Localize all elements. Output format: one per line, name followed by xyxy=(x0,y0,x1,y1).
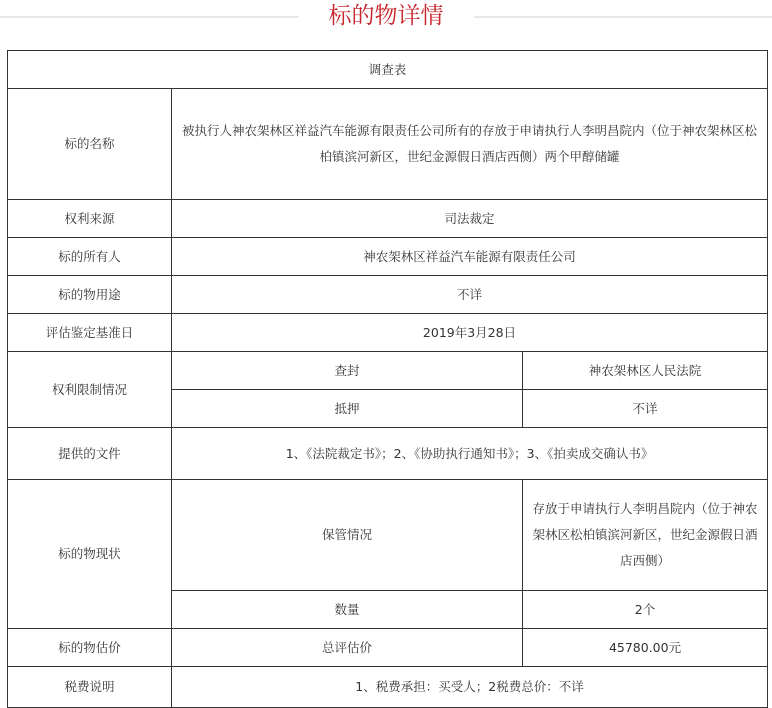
usage-value: 不详 xyxy=(172,276,768,314)
name-label: 标的名称 xyxy=(8,89,172,200)
table-header-row xyxy=(8,51,768,89)
row-source xyxy=(8,200,768,238)
valuation-value: 45780.00元 xyxy=(523,629,768,667)
title-bar xyxy=(0,0,772,34)
row-tax xyxy=(8,667,768,708)
row-restriction-seal xyxy=(8,352,768,390)
restriction-label: 权利限制情况 xyxy=(8,352,172,428)
source-label: 权利来源 xyxy=(8,200,172,238)
base-date-value: 2019年3月28日 xyxy=(172,314,768,352)
row-name xyxy=(8,89,768,200)
source-value: 司法裁定 xyxy=(172,200,768,238)
name-value: 被执行人神农架林区祥益汽车能源有限责任公司所有的存放于申请执行人李明昌院内（位于神农架林区松柏镇滨河新区，世纪金源假日酒店西侧）两个甲醇储罐 xyxy=(172,89,768,200)
owner-label: 标的所有人 xyxy=(8,238,172,276)
status-label: 标的物现状 xyxy=(8,480,172,629)
documents-label: 提供的文件 xyxy=(8,428,172,480)
quantity-value: 2个 xyxy=(523,591,768,629)
row-documents xyxy=(8,428,768,480)
storage-label: 保管情况 xyxy=(172,480,523,591)
tax-value: 1、税费承担：买受人；2税费总价：不详 xyxy=(172,667,768,708)
valuation-label: 标的物估价 xyxy=(8,629,172,667)
row-status-storage xyxy=(8,480,768,591)
row-valuation xyxy=(8,629,768,667)
tax-label: 税费说明 xyxy=(8,667,172,708)
owner-value: 神农架林区祥益汽车能源有限责任公司 xyxy=(172,238,768,276)
usage-label: 标的物用途 xyxy=(8,276,172,314)
row-base-date xyxy=(8,314,768,352)
seal-label: 查封 xyxy=(172,352,523,390)
row-usage xyxy=(8,276,768,314)
valuation-sub-label: 总评估价 xyxy=(172,629,523,667)
base-date-label: 评估鉴定基准日 xyxy=(8,314,172,352)
mortgage-label: 抵押 xyxy=(172,390,523,428)
survey-table xyxy=(7,50,768,708)
page-title-text: 标的物详情 xyxy=(299,0,474,32)
table-header: 调查表 xyxy=(8,51,768,89)
storage-value: 存放于申请执行人李明昌院内（位于神农架林区松柏镇滨河新区，世纪金源假日酒店西侧） xyxy=(523,480,768,591)
row-owner xyxy=(8,238,768,276)
quantity-label: 数量 xyxy=(172,591,523,629)
documents-value: 1、《法院裁定书》；2、《协助执行通知书》；3、《拍卖成交确认书》 xyxy=(172,428,768,480)
seal-value: 神农架林区人民法院 xyxy=(523,352,768,390)
page-title xyxy=(0,0,772,32)
mortgage-value: 不详 xyxy=(523,390,768,428)
